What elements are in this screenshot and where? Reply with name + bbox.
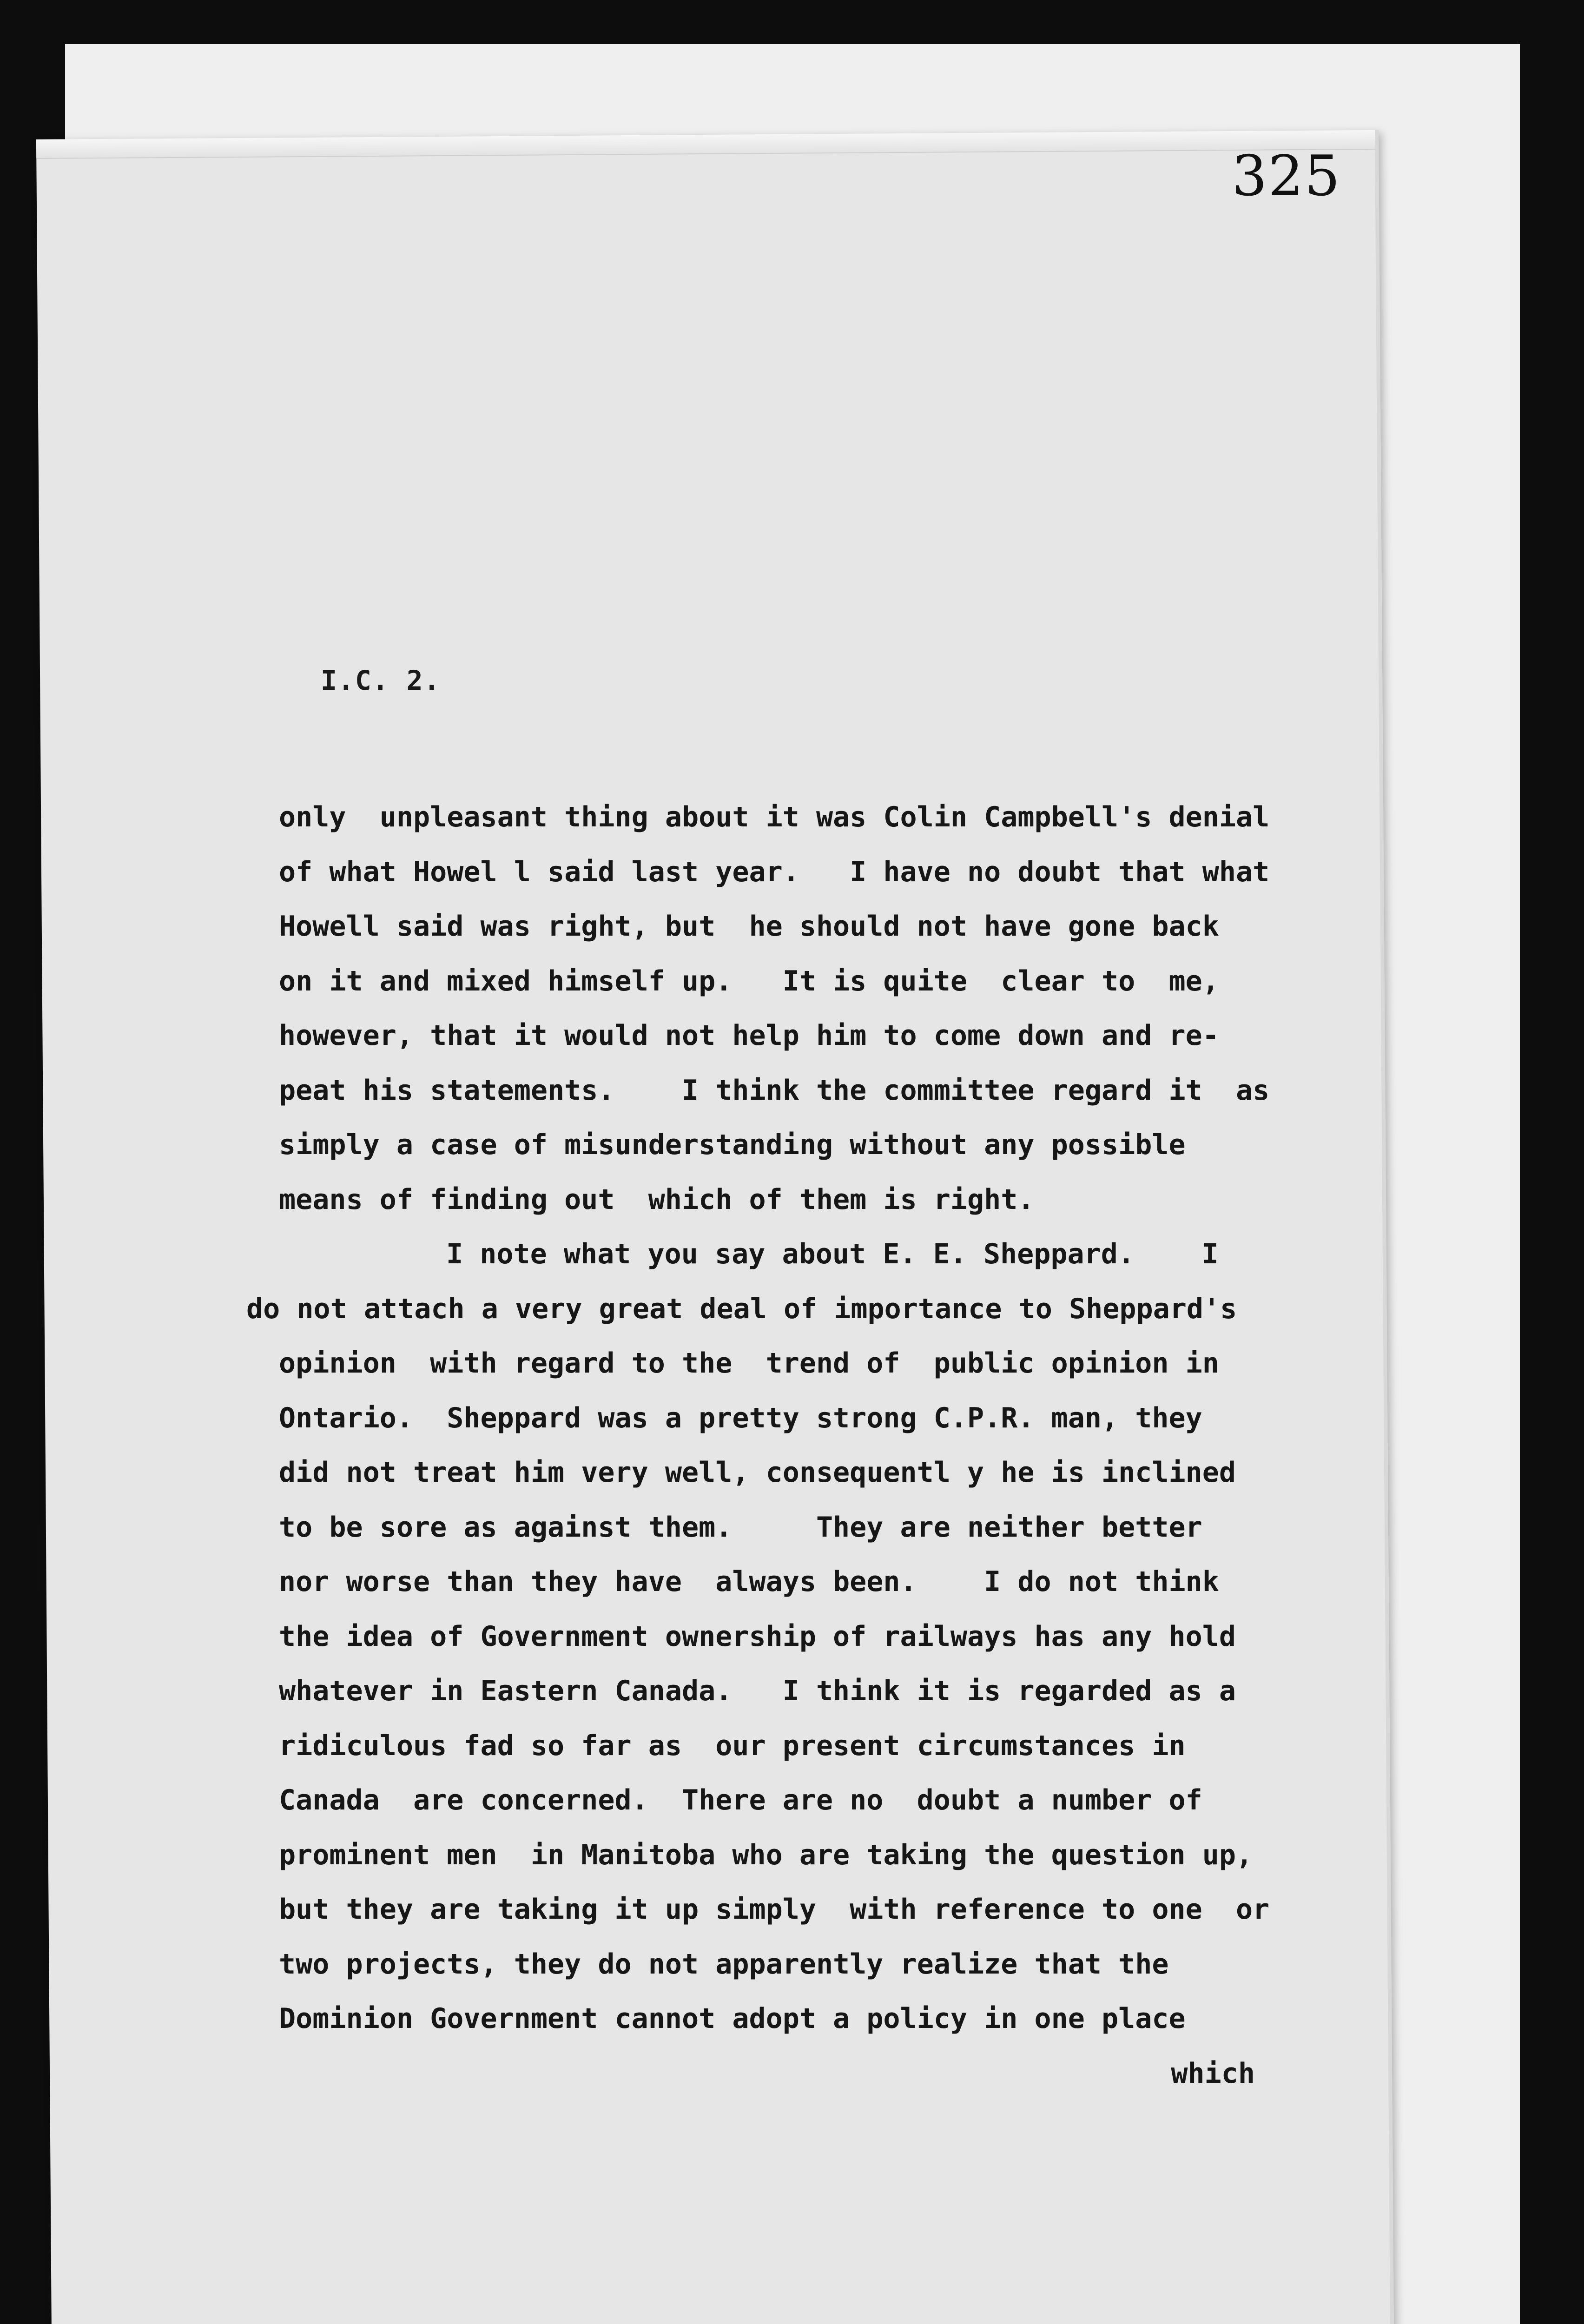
text-line: do not attach a very great deal of importance to Sheppard's (246, 1292, 1237, 1325)
reference-heading: I.C. 2. (321, 665, 441, 696)
text-line: Canada are concerned. There are no doubt a number of (279, 1784, 1202, 1816)
text-line: the idea of Government ownership of railways has any hold (279, 1620, 1236, 1653)
text-line: Dominion Government cannot adopt a policy in one place (279, 2002, 1186, 2035)
text-line: whatever in Eastern Canada. I think it is regarded as a (279, 1675, 1236, 1707)
text-line: opinion with regard to the trend of public opinion in (279, 1347, 1219, 1380)
text-line: Ontario. Sheppard was a pretty strong C.P.R. man, they (279, 1401, 1202, 1434)
text-line: to be sore as against them. They are neither better (279, 1511, 1202, 1544)
text-line: means of finding out which of them is right. (279, 1183, 1035, 1216)
text-line: simply a case of misunderstanding without any possible (279, 1129, 1186, 1161)
text-line: two projects, they do not apparently realize that the (279, 1948, 1169, 1981)
text-line: prominent men in Manitoba who are taking the question up, (279, 1838, 1253, 1871)
text-line: peat his statements. I think the committee regard it as (279, 1074, 1270, 1107)
text-line: did not treat him very well, consequentl y he is inclined (279, 1456, 1236, 1489)
text-line: ridiculous fad so far as our present circumstances in (279, 1729, 1186, 1762)
text-line: nor worse than they have always been. I do not think (279, 1565, 1219, 1598)
text-line: but they are taking it up simply with reference to one or (279, 1893, 1270, 1926)
text-line: only unpleasant thing about it was Colin Campbell's denial (279, 801, 1270, 833)
text-line: Howell said was right, but he should not have gone back (279, 910, 1219, 943)
text-line: however, that it would not help him to come down and re- (279, 1019, 1219, 1052)
text-line: of what Howel l said last year. I have no doubt that what (279, 855, 1270, 888)
text-line: which (1171, 2057, 1255, 2090)
page-number: 325 (1232, 144, 1341, 209)
text-line: on it and mixed himself up. It is quite clear to me, (279, 964, 1219, 997)
text-line: I note what you say about E. E. Sheppard. I (446, 1238, 1219, 1270)
letter-body (246, 790, 1325, 2101)
